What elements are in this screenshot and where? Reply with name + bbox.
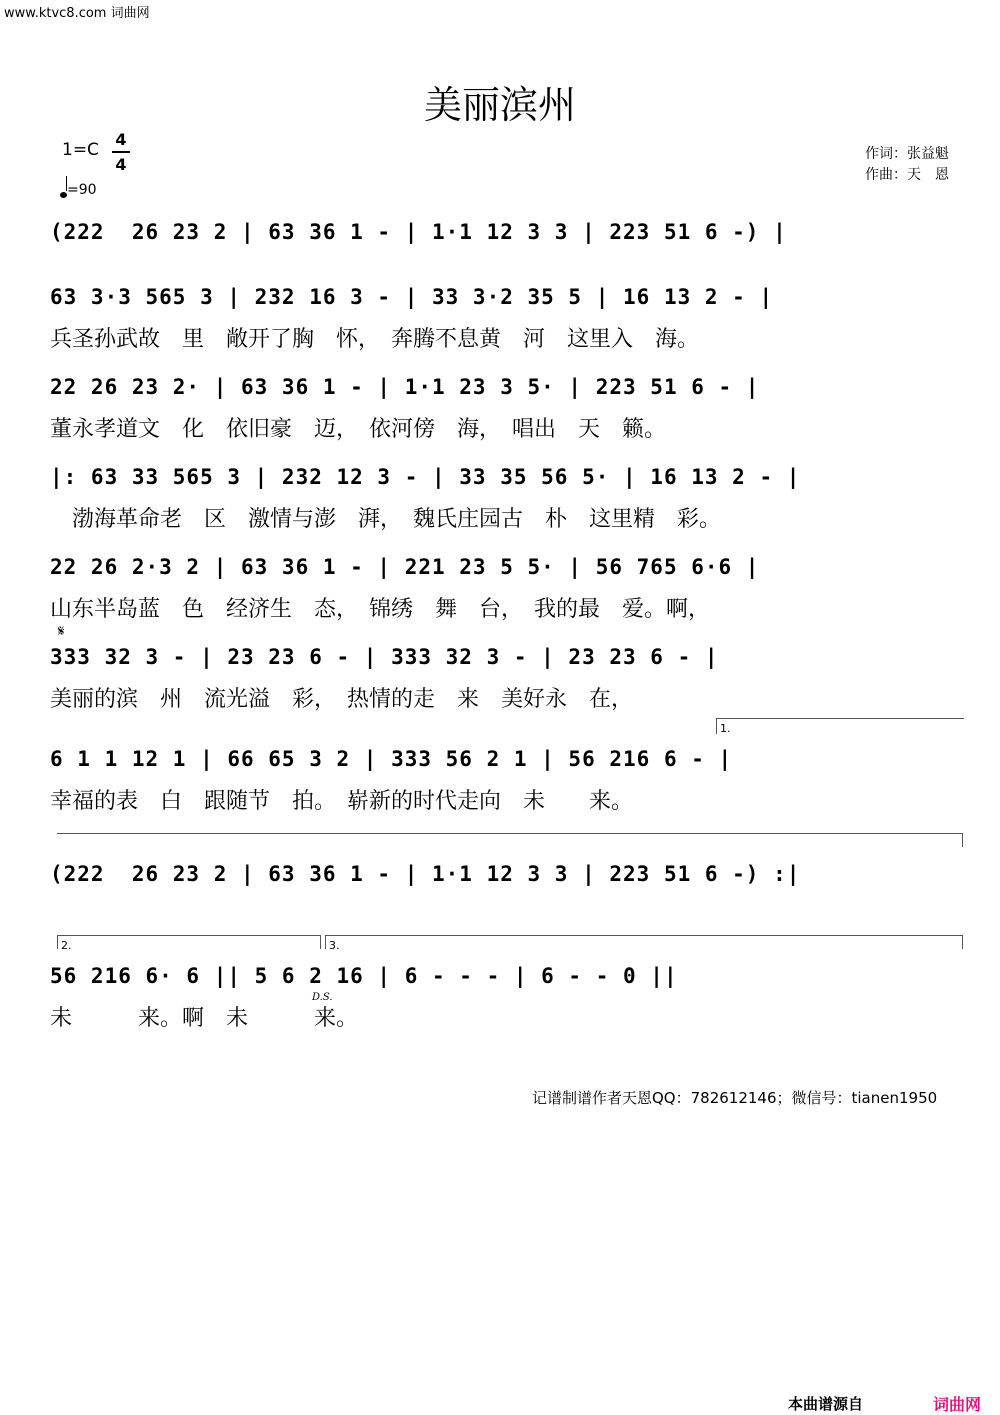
score-line-7-lyrics: 幸福的表 白 跟随节 拍。 崭新的时代走向 未 来。 <box>50 789 634 814</box>
song-title: 美丽滨州 <box>423 83 576 127</box>
score-line-3-lyrics: 董永孝道文 化 依旧豪 迈， 依河傍 海， 唱出 天 籁。 <box>50 417 667 442</box>
ds-marking: D.S. <box>312 992 333 1003</box>
score-line-5-notes: 22 26 2·3 2 | 63 36 1 - | 221 23 5 5· | 56 765 6·6 | <box>50 555 760 579</box>
volta-3-bracket-end <box>962 935 963 949</box>
volta-3-bracket <box>325 935 963 936</box>
source-site-link[interactable]: 词曲网 <box>933 1395 982 1414</box>
transcriber-credit: 记谱制谱作者天恩QQ：782612146；微信号：tianen1950 <box>532 1089 938 1107</box>
key-signature: 1=C <box>62 140 99 160</box>
volta-2-bracket <box>57 935 320 936</box>
volta-2-bracket-start <box>57 935 58 949</box>
composer-credit: 作曲：天 恩 <box>865 167 949 183</box>
volta-2-bracket-end <box>320 935 321 949</box>
segno-sign: 𝄋 <box>58 622 65 640</box>
tempo-value: =90 <box>67 182 97 198</box>
interlude-bracket <box>57 833 963 834</box>
lyricist-credit: 作词：张益魁 <box>865 146 949 162</box>
score-line-4-lyrics: 渤海革命老 区 激情与澎 湃， 魏氏庄园古 朴 这里精 彩。 <box>50 507 722 532</box>
volta-1-bracket <box>716 718 964 719</box>
score-line-2-lyrics: 兵圣孙武故 里 敞开了胸 怀， 奔腾不息黄 河 这里入 海。 <box>50 327 700 352</box>
score-line-1-notes: (222 26 23 2 | 63 36 1 - | 1·1 12 3 3 | 223 51 6 -) | <box>50 220 787 244</box>
interlude-bracket-end <box>962 833 963 847</box>
score-line-2-notes: 63 3·3 565 3 | 232 16 3 - | 33 3·2 35 5 | 16 13 2 - | <box>50 285 774 309</box>
score-line-3-notes: 22 26 23 2· | 63 36 1 - | 1·1 23 3 5· | 223 51 6 - | <box>50 375 760 399</box>
score-line-9-notes: 56 216 6· 6 || 5 6 2 16 | 6 - - - | 6 - - 0 || <box>50 964 678 988</box>
score-line-6-lyrics: 美丽的滨 州 流光溢 彩， 热情的走 来 美好永 在， <box>50 687 634 712</box>
score-line-9-lyrics: 未 来。啊 未 来。 <box>50 1006 359 1031</box>
score-line-4-notes: |: 63 33 565 3 | 232 12 3 - | 33 35 56 5· | 16 13 2 - | <box>50 465 801 489</box>
volta-3-bracket-start <box>325 935 326 949</box>
time-signature-top: 4 <box>115 130 127 149</box>
time-signature-divider <box>112 151 130 153</box>
tempo-marking <box>60 182 97 198</box>
source-note: 本曲谱源自 <box>788 1395 864 1413</box>
score-line-6-notes: 333 32 3 - | 23 23 6 - | 333 32 3 - | 23 23 6 - | <box>50 645 719 669</box>
volta-1-label: 1. <box>720 722 731 735</box>
score-line-5-lyrics: 山东半岛蓝 色 经济生 态， 锦绣 舞 台， 我的最 爱。啊， <box>50 597 711 622</box>
score-line-8-notes: (222 26 23 2 | 63 36 1 - | 1·1 12 3 3 | 223 51 6 -) :| <box>50 862 801 886</box>
volta-2-label: 2. <box>61 939 72 952</box>
score-line-7-notes: 6 1 1 12 1 | 66 65 3 2 | 333 56 2 1 | 56 216 6 - | <box>50 747 733 771</box>
quarter-note-icon <box>60 192 67 198</box>
volta-1-bracket-start <box>716 718 717 734</box>
site-url[interactable]: www.ktvc8.com 词曲网 <box>4 6 150 21</box>
time-signature-bottom: 4 <box>115 155 127 174</box>
volta-3-label: 3. <box>329 939 340 952</box>
